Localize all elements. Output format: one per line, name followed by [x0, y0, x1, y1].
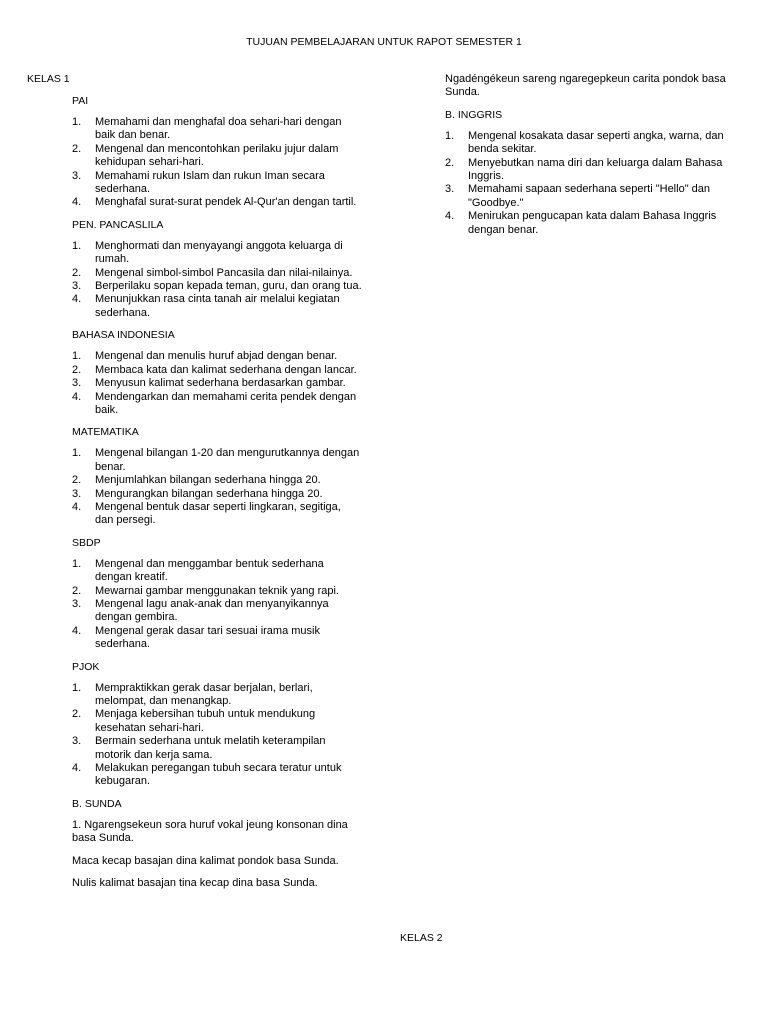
- list-item: 2. Mewarnai gambar menggunakan teknik yang rapi.: [72, 584, 339, 597]
- list-item: 1. Mengenal dan menulis huruf abjad dengan benar.: [72, 350, 338, 363]
- list-item: 2. Mengenal dan mencontohkan perilaku jujur dalam kehidupan sehari-hari.: [72, 142, 339, 169]
- left-column: [72, 95, 362, 899]
- list-item: 3. Bermain sederhana untuk melatih keterampilan motorik dan kerja sama.: [72, 735, 326, 761]
- list-item: 1. Mengenal kosakata dasar seperti angka, warna, dan benda sekitar.: [445, 129, 724, 156]
- list-item: 1. Mengenal dan menggambar bentuk sederhana dengan kreatif.: [72, 557, 324, 584]
- list-item: 4. Menirukan pengucapan kata dalam Bahasa Inggris dengan benar.: [445, 210, 717, 236]
- paragraph: Nulis kalimat basajan tina kecap dina basa Sunda.: [72, 877, 318, 890]
- objective-list: [72, 558, 362, 652]
- list-item: 1. Mempraktikkan gerak dasar berjalan, berlari, melompat, dan menangkap.: [72, 681, 313, 707]
- section-matematika: [72, 426, 362, 527]
- paragraph: Ngadéngékeun sareng ngaregepkeun carita pondok basa Sunda.: [445, 73, 726, 99]
- section-pancasila: [72, 219, 362, 320]
- list-item: 3. Memahami sapaan sederhana seperti "Hello" dan "Goodbye.": [445, 183, 711, 209]
- objective-list: [445, 130, 735, 237]
- section-heading: B. INGGRIS: [445, 108, 503, 121]
- section-heading: PEN. PANCASLILA: [72, 218, 164, 231]
- section-heading: B. SUNDA: [72, 797, 122, 810]
- section-pai: [72, 95, 362, 210]
- list-item: 3. Mengurangkan bilangan sederhana hingga 20.: [72, 487, 323, 500]
- list-item: 4. Mendengarkan dan memahami cerita pendek dengan baik.: [72, 390, 357, 416]
- paragraph: Maca kecap basajan dina kalimat pondok basa Sunda.: [72, 854, 339, 867]
- list-item: 3. Memahami rukun Islam dan rukun Iman secara sederhana.: [72, 169, 325, 196]
- section-heading: PJOK: [72, 660, 100, 673]
- list-item: 2. Menjaga kebersihan tubuh untuk mendukung kesehatan sehari-hari.: [72, 708, 316, 734]
- objective-list: [72, 116, 362, 210]
- kelas-2-label: KELAS 2: [400, 932, 443, 944]
- section-sunda: [72, 798, 362, 891]
- objective-list: [72, 447, 362, 527]
- objective-list: [72, 682, 362, 789]
- section-heading: BAHASA INDONESIA: [72, 329, 175, 342]
- list-item: 4. Mengenal bentuk dasar seperti lingkaran, segitiga, dan persegi.: [72, 500, 341, 527]
- paragraph: 1. Ngarengsekeun sora huruf vokal jeung konsonan dina basa Sunda.: [72, 818, 348, 845]
- list-item: 2. Mengenal simbol-simbol Pancasila dan nilai-nilainya.: [72, 266, 353, 279]
- list-item: 3. Menyusun kalimat sederhana berdasarkan gambar.: [72, 377, 346, 390]
- list-item: 2. Menyebutkan nama diri dan keluarga dalam Bahasa Inggris.: [445, 156, 723, 183]
- list-item: 1. Mengenal bilangan 1-20 dan mengurutkannya dengan benar.: [72, 447, 360, 473]
- objective-list: [72, 350, 362, 417]
- list-item: 1. Menghormati dan menyayangi anggota keluarga di rumah.: [72, 239, 343, 266]
- list-item: 4. Menunjukkan rasa cinta tanah air melalui kegiatan sederhana.: [72, 293, 340, 319]
- section-inggris: [445, 109, 735, 237]
- section-heading: SBDP: [72, 536, 101, 549]
- section-bahasa-indonesia: [72, 329, 362, 417]
- right-column: [445, 73, 735, 246]
- list-item: 4. Melakukan peregangan tubuh secara teratur untuk kebugaran.: [72, 762, 342, 788]
- document-title: TUJUAN PEMBELAJARAN UNTUK RAPOT SEMESTER 1: [246, 36, 522, 48]
- list-item: 4. Mengenal gerak dasar tari sesuai irama musik sederhana.: [72, 624, 320, 651]
- kelas-1-label: KELAS 1: [27, 73, 70, 85]
- list-item: 2. Menjumlahkan bilangan sederhana hingga 20.: [72, 474, 321, 487]
- list-item: 1. Memahami dan menghafal doa sehari-hari dengan baik dan benar.: [72, 116, 342, 142]
- list-item: 3. Berperilaku sopan kepada teman, guru, dan orang tua.: [72, 280, 362, 293]
- section-heading: MATEMATIKA: [72, 426, 139, 439]
- objective-list: [72, 240, 362, 320]
- section-pjok: [72, 661, 362, 789]
- list-item: 3. Mengenal lagu anak-anak dan menyanyikannya dengan gembira.: [72, 597, 329, 624]
- section-heading: PAI: [72, 95, 89, 107]
- list-item: 4. Menghafal surat-surat pendek Al-Qur'an dengan tartil.: [72, 196, 357, 209]
- section-sbdp: [72, 537, 362, 652]
- list-item: 2. Membaca kata dan kalimat sederhana dengan lancar.: [72, 363, 357, 376]
